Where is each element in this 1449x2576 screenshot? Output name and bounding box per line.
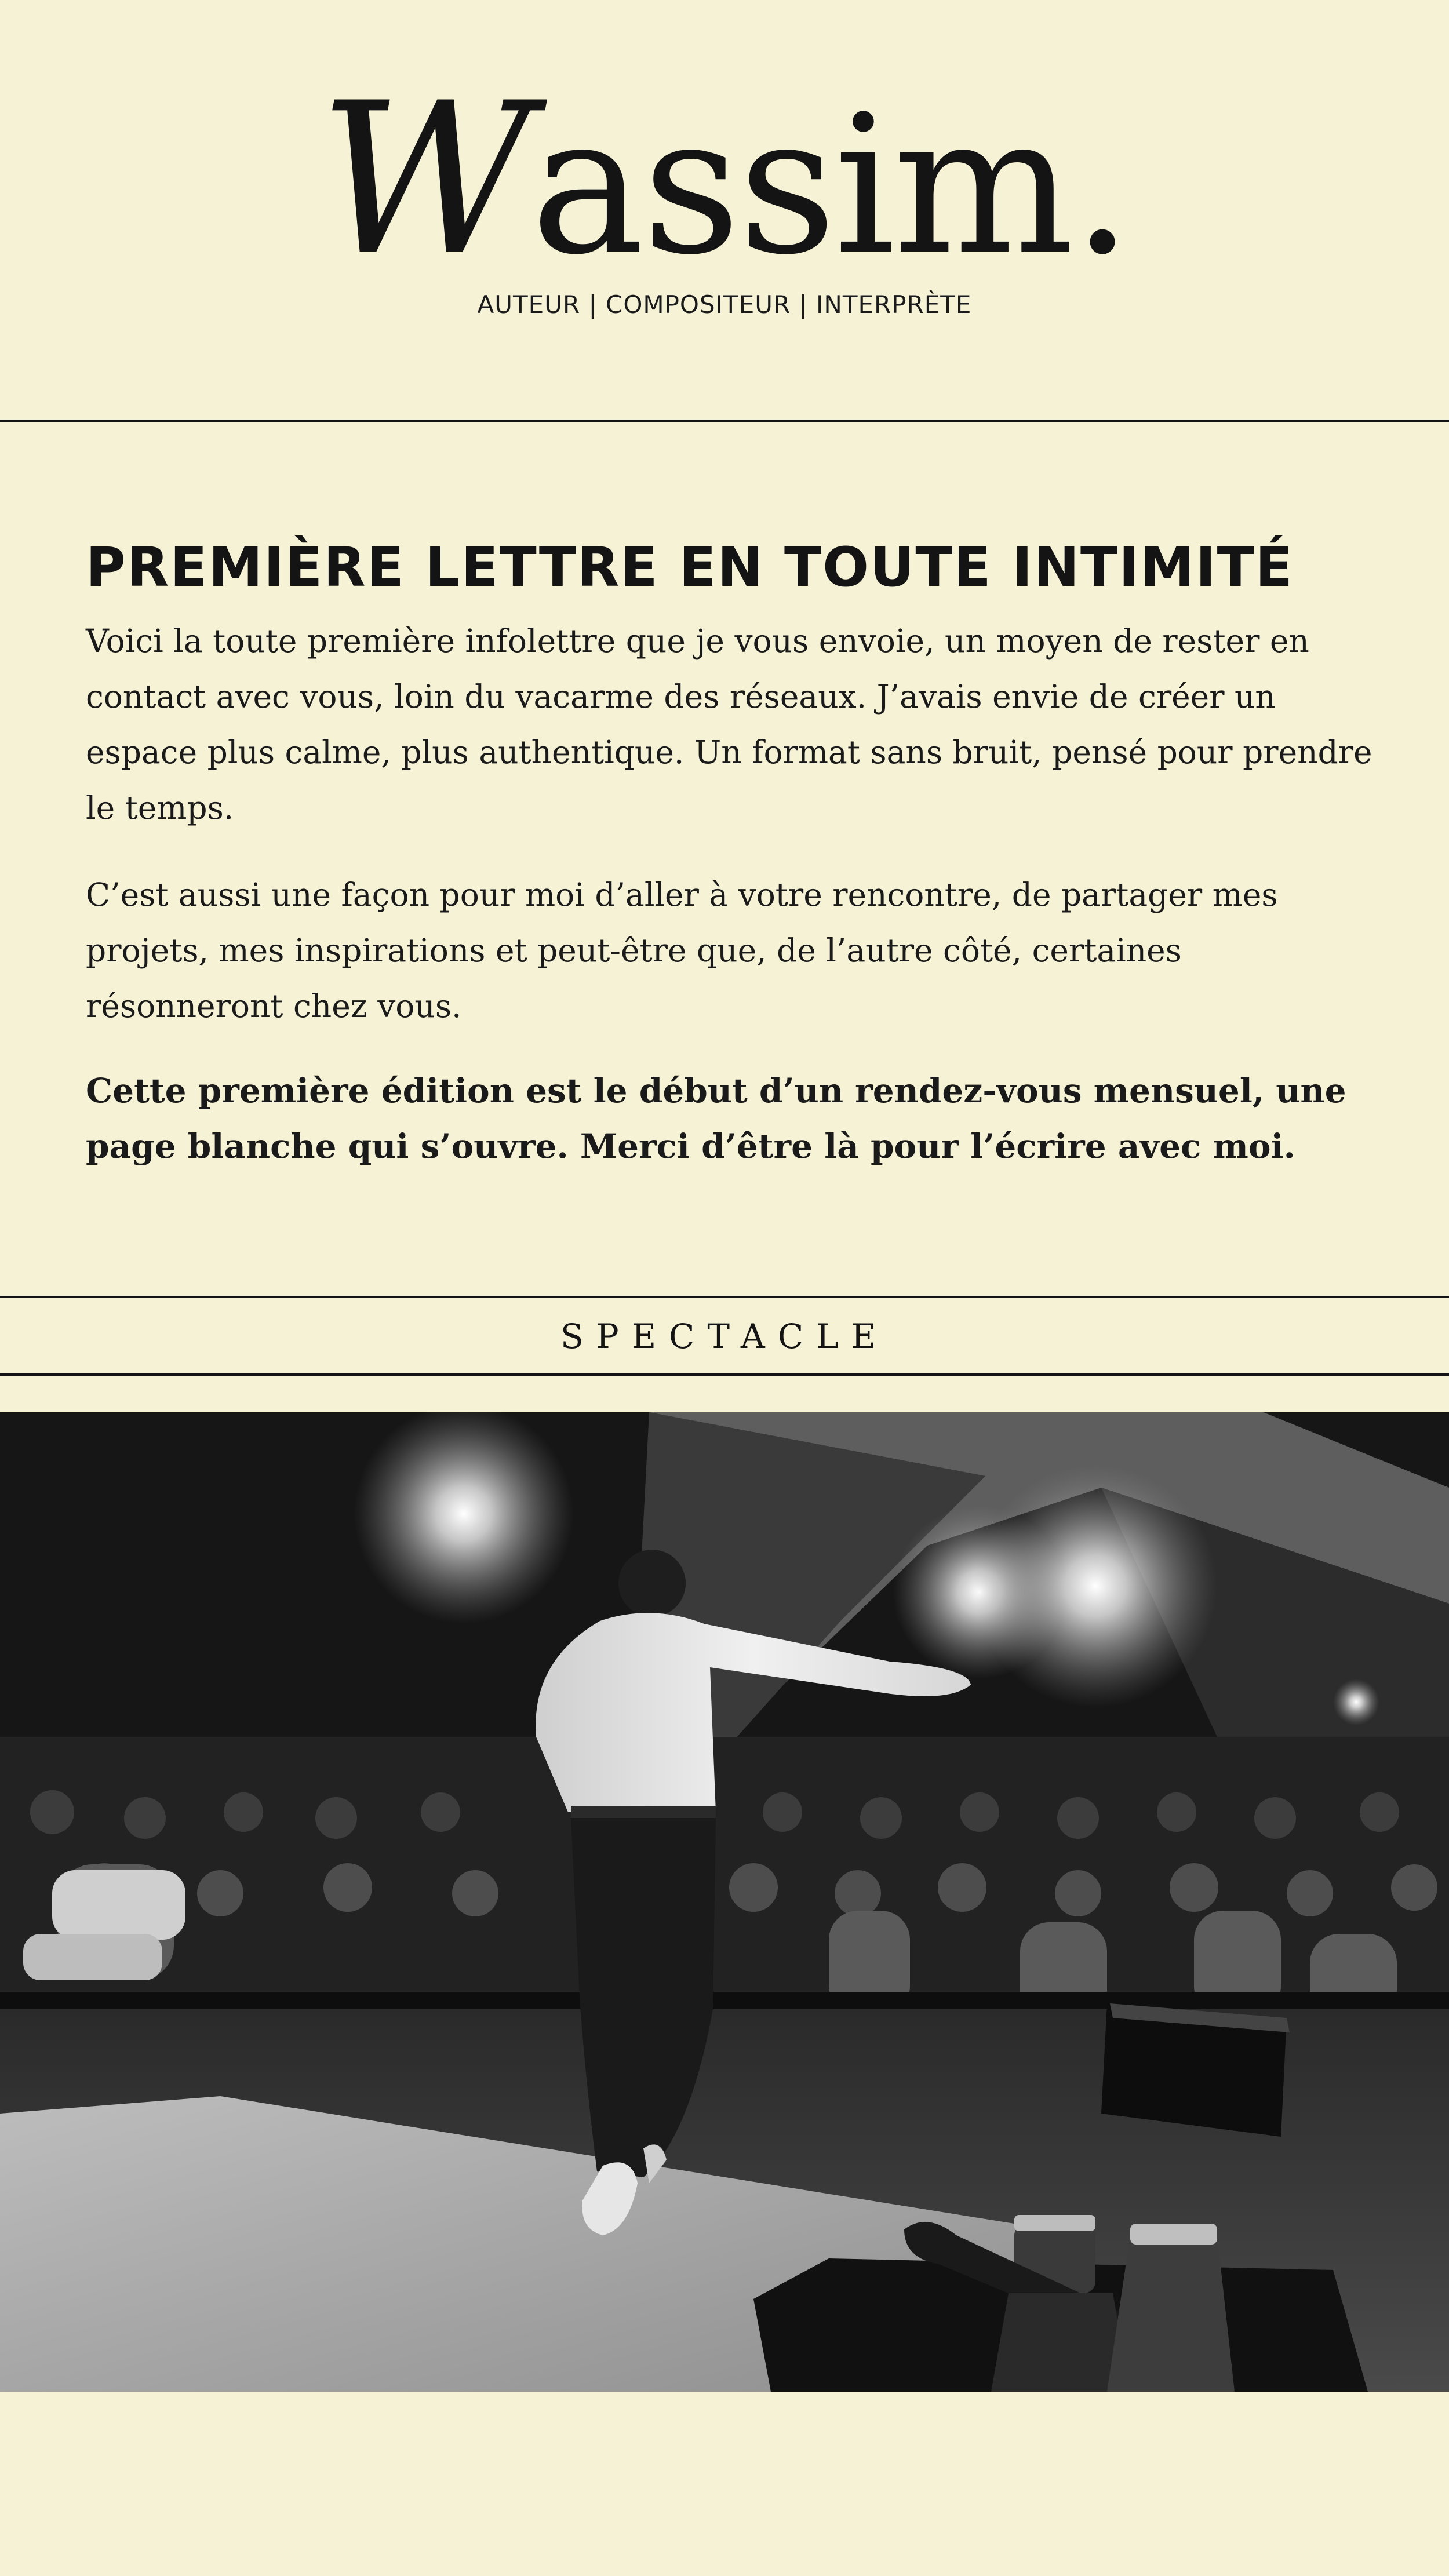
stage-photo-illustration	[0, 1412, 1449, 2392]
section-label-spectacle: SPECTACLE	[560, 1317, 889, 1356]
section-divider-bottom	[0, 1373, 1449, 1376]
newsletter-header	[0, 0, 1449, 421]
artist-tagline: AUTEUR | COMPOSITEUR | INTERPRÈTE	[477, 290, 972, 319]
letter-section	[86, 533, 1378, 1174]
logo-rest: assim.	[530, 74, 1131, 297]
logo-initial: W	[318, 58, 531, 301]
stage-performance-photo[interactable]	[0, 1412, 1449, 2392]
letter-paragraph-2: C’est aussi une façon pour moi d’aller à votre rencontre, de partager mes projets, mes inspirations et peut-être que, de l’autre côté, certaines résonneront chez vous.	[86, 876, 1278, 1025]
header-divider	[0, 420, 1449, 422]
wassim-logo[interactable]	[0, 58, 1449, 301]
letter-paragraph-3: Cette première édition est le début d’un rendez-vous mensuel, une page blanche qui s’ouvre. Merci d’être là pour l’écrire avec moi.	[86, 1071, 1346, 1166]
letter-title: PREMIÈRE LETTRE EN TOUTE INTIMITÉ	[86, 536, 1294, 599]
letter-paragraph-1: Voici la toute première infolettre que je vous envoie, un moyen de rester en contact avec vous, loin du vacarme des réseaux. J’avais envie de créer un espace plus calme, plus authentique. Un format sans bruit, pensé pour prendre le temps.	[86, 622, 1372, 826]
